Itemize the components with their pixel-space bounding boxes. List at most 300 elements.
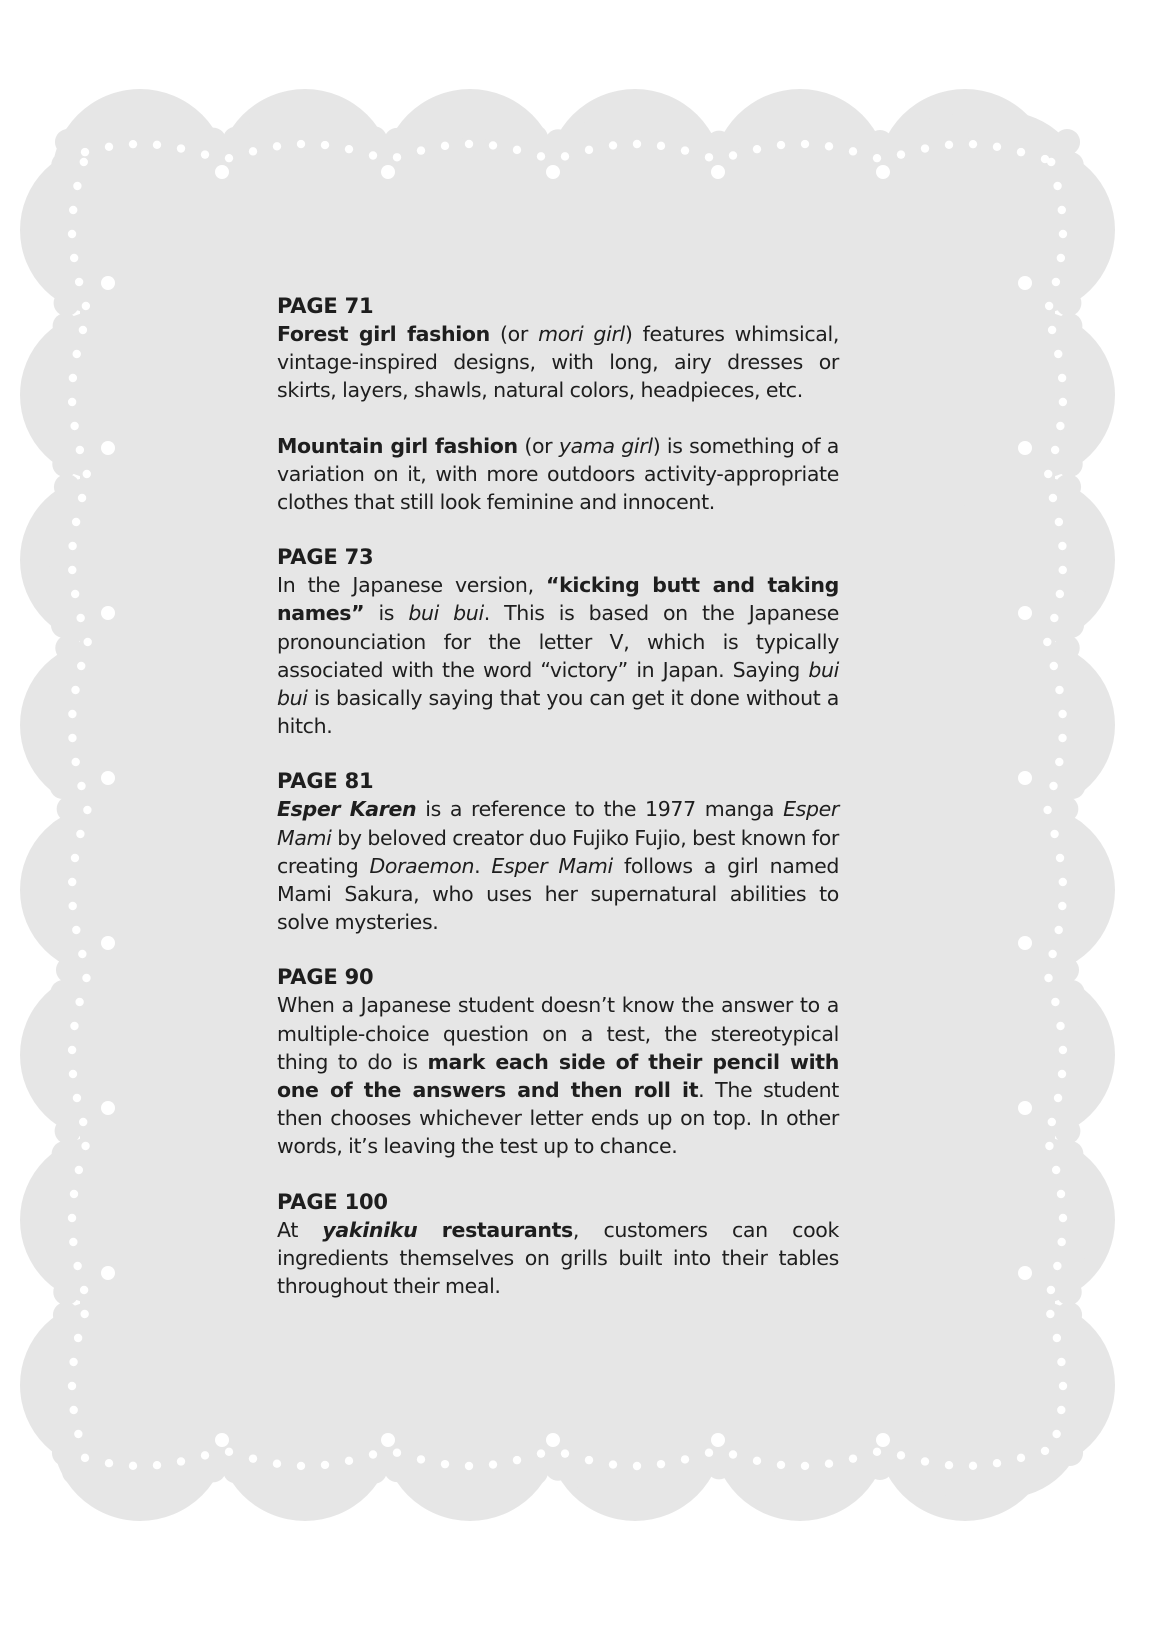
doily-scallop [1060, 819, 1086, 845]
eyelet-hole [78, 494, 86, 502]
eyelet-hole [1053, 1262, 1061, 1270]
text-run: When a Japanese student doesn’t know the answer to a multiple-choice question on a test, the stereotypical thing to do is [277, 993, 839, 1074]
doily-scallop [430, 115, 456, 141]
doily-wave [712, 89, 888, 265]
doily-scallop [798, 1471, 824, 1497]
doily-scallop [40, 865, 66, 891]
doily-scallop [1066, 911, 1092, 937]
doily-scallop [361, 1458, 387, 1484]
doily-scallop [41, 1233, 67, 1259]
note-section [277, 543, 839, 740]
doily-scallop [154, 1469, 180, 1495]
doily-scallop [1056, 1302, 1082, 1328]
bold-term: restaurants [441, 1217, 573, 1242]
doily-scallop [154, 115, 180, 141]
eyelet-hole [75, 998, 83, 1006]
eyelet-hole [1046, 1310, 1054, 1318]
doily-scallop [1069, 1394, 1095, 1420]
doily-scallop [1067, 681, 1093, 707]
doily-scallop [453, 113, 479, 139]
doily-scallop [1069, 198, 1095, 224]
eyelet-hole [657, 142, 665, 150]
eyelet-hole [70, 1022, 78, 1030]
doily-scallop [40, 727, 66, 753]
doily-scallop [568, 122, 594, 148]
eyelet-hole [513, 146, 521, 154]
eyelet-hole [705, 153, 713, 161]
eyelet-hole [76, 614, 84, 622]
doily-scallop [40, 1394, 66, 1420]
doily-scallop [108, 114, 134, 140]
doily-scallop [1028, 129, 1054, 155]
eyelet-hole [345, 1457, 353, 1465]
doily-scallop [47, 1095, 73, 1121]
doily-scallop [1056, 1279, 1082, 1305]
doily-scallop [48, 658, 74, 684]
doily-scallop [1054, 635, 1080, 661]
doily-scallop [40, 198, 66, 224]
doily-scallop [775, 1470, 801, 1496]
doily-scallop [50, 980, 76, 1006]
eyelet-hole [68, 398, 76, 406]
eyelet-hole [1054, 350, 1062, 358]
eyelet-hole [70, 1190, 78, 1198]
doily-scallop [46, 1325, 72, 1351]
doily-scallop [292, 1471, 318, 1497]
doily-scallop [85, 119, 111, 145]
doily-scallop [41, 520, 67, 546]
eyelet-hole [393, 1449, 401, 1457]
doily-scallop [1069, 727, 1095, 753]
eyelet-hole [969, 140, 977, 148]
eyelet-hole [1059, 1046, 1067, 1054]
doily-scallop [1056, 313, 1082, 339]
doily-scallop [959, 1471, 985, 1497]
eyelet-hole [1045, 302, 1053, 310]
doily-scallop [1063, 267, 1089, 293]
eyelet-hole [681, 1455, 689, 1463]
doily-scallop [52, 451, 78, 477]
doily-scallop [39, 221, 65, 247]
eyelet-hole-large [1018, 441, 1032, 455]
eyelet-hole [1058, 734, 1066, 742]
doily-scallop [545, 1455, 571, 1481]
doily-scallop [51, 152, 77, 178]
doily-scallop [1070, 221, 1096, 247]
eyelet-hole [465, 1462, 473, 1470]
eyelet-hole [82, 974, 90, 982]
eyelet-hole [73, 182, 81, 190]
eyelet-hole [369, 1450, 377, 1458]
doily-scallop [1054, 129, 1080, 155]
eyelet-hole [993, 143, 1001, 151]
eyelet-hole [70, 422, 78, 430]
eyelet-hole [77, 782, 85, 790]
eyelet-hole-large [1018, 276, 1032, 290]
eyelet-hole [74, 1430, 82, 1438]
doily-scallop [522, 1459, 548, 1485]
eyelet-hole [81, 1142, 89, 1150]
eyelet-hole [1053, 1334, 1061, 1342]
doily-scallop [1054, 1118, 1080, 1144]
eyelet-hole [129, 140, 137, 148]
eyelet-hole [1057, 254, 1065, 262]
eyelet-hole [1055, 518, 1063, 526]
doily-scallop [614, 1471, 640, 1497]
doily-scallop [39, 543, 65, 569]
doily-scallop [1005, 121, 1031, 147]
eyelet-hole-large [1018, 606, 1032, 620]
eyelet-hole [73, 350, 81, 358]
eyelet-hole-large [711, 1433, 725, 1447]
eyelet-hole [321, 141, 329, 149]
eyelet-hole [73, 1094, 81, 1102]
eyelet-hole-large [101, 276, 115, 290]
doily-scallop [384, 1456, 410, 1482]
eyelet-hole [68, 734, 76, 742]
text-run: At [277, 1217, 323, 1242]
eyelet-hole [345, 145, 353, 153]
italic-term: mori girl [538, 322, 625, 346]
bold-italic-term: yakiniku [322, 1217, 418, 1242]
eyelet-hole [1058, 542, 1066, 550]
eyelet-hole [297, 140, 305, 148]
doily-scallop [1066, 750, 1092, 776]
doily-scallop [1070, 543, 1096, 569]
doily-scallop [55, 1118, 81, 1144]
eyelet-hole [70, 1406, 78, 1414]
eyelet-hole [873, 154, 881, 162]
doily-scallop [1057, 1440, 1083, 1466]
eyelet-hole [273, 142, 281, 150]
eyelet-hole [1056, 422, 1064, 430]
doily-scallop [844, 122, 870, 148]
eyelet-hole [80, 1286, 88, 1294]
doily-scallop [1066, 842, 1092, 868]
eyelet-hole [1047, 1286, 1055, 1294]
eyelet-hole-large [711, 165, 725, 179]
doily-scallop [959, 113, 985, 139]
eyelet-hole [1043, 806, 1051, 814]
eyelet-hole [69, 206, 77, 214]
eyelet-hole [969, 1462, 977, 1470]
eyelet-hole [77, 662, 85, 670]
doily-scallop [1055, 290, 1081, 316]
eyelet-hole [1059, 1214, 1067, 1222]
doily-scallop [982, 116, 1008, 142]
eyelet-hole [777, 1461, 785, 1469]
eyelet-hole [825, 142, 833, 150]
eyelet-hole [83, 470, 91, 478]
doily-scallop [729, 1461, 755, 1487]
doily-scallop [57, 796, 83, 822]
doily-scallop [1068, 244, 1094, 270]
eyelet-hole [1041, 1447, 1049, 1455]
note-section [277, 1188, 839, 1301]
note-page-heading: PAGE 81 [277, 769, 374, 794]
doily-scallop [44, 1003, 70, 1029]
doily-scallop [522, 125, 548, 151]
doily-scallop [1005, 1463, 1031, 1489]
eyelet-hole [80, 1310, 88, 1318]
doily-scallop [1053, 957, 1079, 983]
doily-scallop [1064, 1417, 1090, 1443]
doily-scallop [890, 124, 916, 150]
eyelet-hole [1057, 1406, 1065, 1414]
eyelet-hole [73, 1262, 81, 1270]
eyelet-hole-large [876, 1433, 890, 1447]
doily-scallop [913, 118, 939, 144]
doily-scallop [1062, 497, 1088, 523]
eyelet-hole [72, 518, 80, 526]
eyelet-hole [1017, 1454, 1025, 1462]
doily-scallop [52, 1440, 78, 1466]
doily-scallop [1065, 1003, 1091, 1029]
doily-wave [547, 1345, 723, 1521]
eyelet-hole [177, 144, 185, 152]
doily-scallop [1064, 428, 1090, 454]
eyelet-hole-large [1018, 1266, 1032, 1280]
doily-scallop [1052, 796, 1078, 822]
doily-scallop [41, 405, 67, 431]
text-run: by beloved creator duo Fujiko Fujio, best known for creating [277, 825, 839, 878]
eyelet-hole [369, 151, 377, 159]
eyelet-hole [1017, 148, 1025, 156]
bold-term: “kicking butt and taking names” [277, 573, 839, 626]
eyelet-hole [993, 1459, 1001, 1467]
doily-scallop [1058, 612, 1084, 638]
doily-scallop [55, 635, 81, 661]
eyelet-hole [1058, 206, 1066, 214]
doily-scallop [43, 842, 69, 868]
doily-scallop [660, 1467, 686, 1493]
eyelet-hole [1048, 950, 1056, 958]
eyelet-hole [74, 1334, 82, 1342]
doily-scallop [44, 589, 70, 615]
eyelet-hole [71, 854, 79, 862]
doily-scallop [1070, 382, 1096, 408]
doily-scallop [867, 130, 893, 156]
eyelet-hole [465, 140, 473, 148]
doily-scallop [53, 1302, 79, 1328]
eyelet-hole [1052, 1166, 1060, 1174]
eyelet-hole [68, 710, 76, 718]
eyelet-hole-large [546, 165, 560, 179]
doily-scallop [50, 773, 76, 799]
doily-scallop [46, 267, 72, 293]
eyelet-hole-large [101, 441, 115, 455]
text-run [417, 1218, 441, 1242]
eyelet-hole [69, 374, 77, 382]
eyelet-hole [777, 141, 785, 149]
italic-term: bui bui [277, 657, 839, 711]
doily-scallop [936, 114, 962, 140]
doily-scallop [1068, 359, 1094, 385]
eyelet-hole-large [101, 1101, 115, 1115]
eyelet-hole-large [101, 606, 115, 620]
eyelet-hole [105, 143, 113, 151]
italic-term: Doraemon [369, 853, 475, 878]
eyelet-hole [72, 926, 80, 934]
doily-scallop [200, 1456, 226, 1482]
doily-scallop [407, 1463, 433, 1489]
eyelet-hole [1052, 1430, 1060, 1438]
doily-scallop [40, 1026, 66, 1052]
doily-scallop [683, 124, 709, 150]
doily-scallop [1055, 474, 1081, 500]
eyelet-hole [1049, 494, 1057, 502]
eyelet-hole [1056, 590, 1064, 598]
doily-scallop [706, 131, 732, 157]
eyelet-hole [633, 140, 641, 148]
eyelet-hole [681, 146, 689, 154]
eyelet-hole [249, 1454, 257, 1462]
text-run: is basically saying that you can get it done without a hitch. [277, 686, 839, 739]
eyelet-hole [561, 1449, 569, 1457]
eyelet-hole [1054, 926, 1062, 934]
doily-scallop [1068, 1348, 1094, 1374]
text-run: , customers can cook ingredients themselves on grills built into their tables throughout their meal. [277, 1217, 839, 1299]
eyelet-hole [68, 566, 76, 574]
doily-scallop [1069, 1026, 1095, 1052]
eyelet-hole [69, 1070, 77, 1078]
note-section [277, 292, 839, 516]
note-page-heading: PAGE 73 [277, 545, 374, 570]
doily-scallop [54, 474, 80, 500]
eyelet-hole [921, 144, 929, 152]
doily-scallop [177, 120, 203, 146]
eyelet-hole [945, 141, 953, 149]
doily-scallop [54, 290, 80, 316]
bold-term: Mountain girl fashion [277, 433, 518, 458]
doily-scallop [1069, 1187, 1095, 1213]
doily-scallop [47, 497, 73, 523]
text-run: follows a girl named Mami Sakura, who uses her supernatural abilities to solve mysteries. [277, 853, 839, 935]
eyelet-hole [69, 1238, 77, 1246]
text-run: ) features whimsical, vintage-inspired designs, with long, airy dresses or skirts, layers, shawls, natural colors, headpieces, etc. [277, 322, 839, 403]
text-run: . [474, 853, 492, 878]
eyelet-hole [83, 638, 91, 646]
doily-scallop [499, 1466, 525, 1492]
doily-scallop [42, 681, 68, 707]
doily-scallop [51, 612, 77, 638]
doily-scallop [338, 119, 364, 145]
bold-term: Forest girl fashion [277, 322, 490, 346]
doily-scallop [315, 115, 341, 141]
eyelet-hole [393, 153, 401, 161]
eyelet-hole [753, 1457, 761, 1465]
eyelet-hole-large [101, 936, 115, 950]
eyelet-hole-large [101, 1266, 115, 1280]
doily-scallop [1062, 1095, 1088, 1121]
eyelet-hole [849, 1454, 857, 1462]
doily-scallop [821, 1467, 847, 1493]
eyelet-hole [1058, 902, 1066, 910]
eyelet-hole [1058, 710, 1066, 718]
doily-scallop [1067, 1072, 1093, 1098]
eyelet-hole-large [876, 165, 890, 179]
doily-scallop [890, 1460, 916, 1486]
doily-scallop [614, 113, 640, 139]
doily-scallop [45, 428, 71, 454]
eyelet-hole [1043, 638, 1051, 646]
doily-wave [547, 89, 723, 265]
doily-scallop [246, 1464, 272, 1490]
italic-term: yama girl [558, 433, 653, 458]
doily-scallop [40, 566, 66, 592]
note-page-heading: PAGE 90 [277, 965, 374, 990]
eyelet-hole [1044, 470, 1052, 478]
eyelet-hole [1059, 230, 1067, 238]
doily-scallop [499, 118, 525, 144]
italic-term: bui bui [408, 601, 484, 626]
eyelet-hole [321, 1461, 329, 1469]
doily-scallop [48, 934, 74, 960]
doily-scallop [39, 1210, 65, 1236]
doily-scallop [223, 127, 249, 153]
eyelet-hole [705, 1449, 713, 1457]
note-paragraph [277, 795, 839, 936]
eyelet-hole [70, 254, 78, 262]
eyelet-hole-large [215, 1433, 229, 1447]
eyelet-hole [105, 1459, 113, 1467]
doily-scallop [1070, 1371, 1096, 1397]
eyelet-hole [585, 1456, 593, 1464]
eyelet-hole [83, 806, 91, 814]
eyelet-hole [1050, 614, 1058, 622]
doily-scallop [1068, 520, 1094, 546]
eyelet-hole [1055, 686, 1063, 694]
doily-scallop [844, 1462, 870, 1488]
eyelet-hole-large [381, 1433, 395, 1447]
doily-scallop [41, 244, 67, 270]
eyelet-hole [79, 326, 87, 334]
eyelet-hole [177, 1457, 185, 1465]
doily-scallop [1057, 1141, 1083, 1167]
eyelet-hole [1059, 878, 1067, 886]
eyelet-hole [76, 830, 84, 838]
eyelet-hole [1050, 662, 1058, 670]
doily-scallop [338, 1465, 364, 1491]
eyelet-hole [68, 902, 76, 910]
eyelet-hole [1058, 1070, 1066, 1078]
doily-scallop [1064, 175, 1090, 201]
eyelet-hole [873, 1448, 881, 1456]
doily-scallop [177, 1464, 203, 1490]
eyelet-hole [71, 686, 79, 694]
eyelet-hole-large [101, 771, 115, 785]
doily-scallop [53, 313, 79, 339]
doily-scallop [1064, 1164, 1090, 1190]
doily-scallop [752, 1467, 778, 1493]
doily-scallop [43, 750, 69, 776]
eyelet-hole [897, 150, 905, 158]
text-run: (or [517, 433, 559, 458]
eyelet-hole [801, 140, 809, 148]
bold-italic-term: Esper Karen [277, 797, 417, 822]
doily-scallop [49, 819, 75, 845]
doily-scallop [1070, 704, 1096, 730]
doily-scallop [729, 123, 755, 149]
doily-wave [712, 1345, 888, 1521]
eyelet-hole [249, 147, 257, 155]
doily-scallop [591, 1468, 617, 1494]
doily-scallop [1069, 865, 1095, 891]
eyelet-hole [1059, 398, 1067, 406]
doily-scallop [269, 115, 295, 141]
eyelet-hole [1054, 1094, 1062, 1102]
doily-scallop [39, 888, 65, 914]
